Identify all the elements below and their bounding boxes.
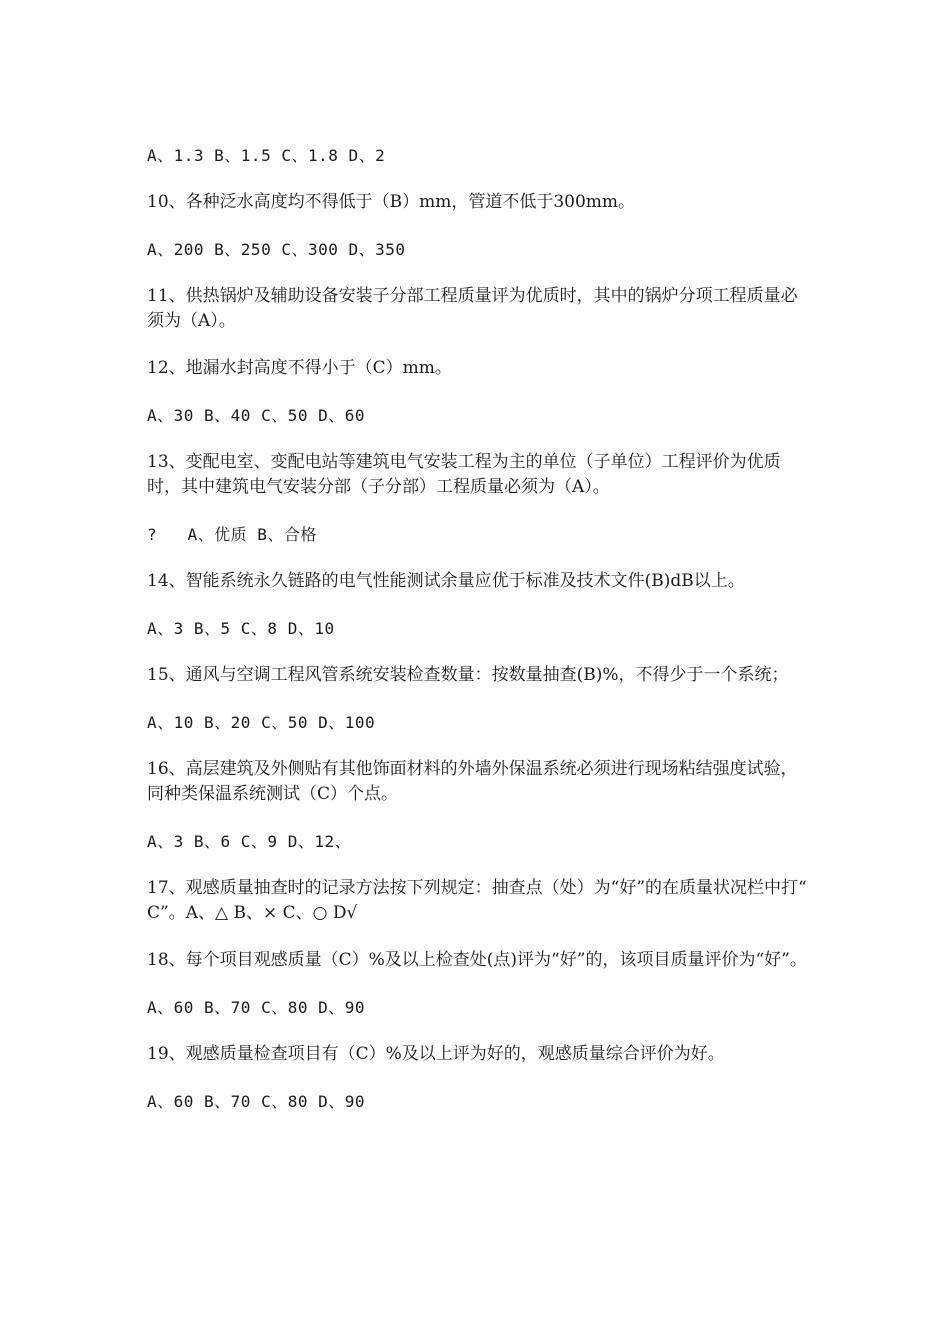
- question-13: 13、变配电室、变配电站等建筑电气安装工程为主的单位（子单位）工程评价为优质时，其中建筑电气安装分部（子分部）工程质量必须为（A）。: [147, 452, 781, 497]
- question-16: 16、高层建筑及外侧贴有其他饰面材料的外墙外保温系统必须进行现场粘结强度试验，同种类保温系统测试（C）个点。: [147, 759, 798, 804]
- question-14: 14、智能系统永久链路的电气性能测试余量应优于标准及技术文件(B)dB以上。: [147, 571, 745, 591]
- question-12: 12、地漏水封高度不得小于（C）mm。: [147, 358, 452, 378]
- answer-options: A、3 B、6 C、9 D、12、: [147, 832, 352, 851]
- question-15: 15、通风与空调工程风管系统安装检查数量：按数量抽查(B)%，不得少于一个系统；: [147, 665, 789, 685]
- question-19: 19、观感质量检查项目有（C）%及以上评为好的，观感质量综合评价为好。: [147, 1044, 725, 1064]
- question-11: 11、供热锅炉及辅助设备安装子分部工程质量评为优质时，其中的锅炉分项工程质量必须为（A）。: [147, 286, 798, 331]
- answer-options: A、1.3 B、1.5 C、1.8 D、2: [147, 146, 386, 165]
- document-body: [147, 143, 812, 1136]
- question-18: 18、每个项目观感质量（C）%及以上检查处(点)评为“好”的，该项目质量评价为“好”。: [147, 950, 807, 970]
- answer-options: A、200 B、250 C、300 D、350: [147, 240, 406, 259]
- answer-options: A、30 B、40 C、50 D、60: [147, 406, 365, 425]
- answer-options: A、3 B、5 C、8 D、10: [147, 619, 335, 638]
- answer-options: A、60 B、70 C、80 D、90: [147, 1092, 365, 1111]
- question-17: 17、观感质量抽查时的记录方法按下列规定：抽查点（处）为“好”的在质量状况栏中打“ C”。A、△ B、× C、○ D√: [147, 878, 813, 923]
- question-10: 10、各种泛水高度均不得低于（B）mm，管道不低于300mm。: [147, 192, 636, 212]
- answer-options: ? A、优质 B、合格: [147, 525, 317, 544]
- answer-options: A、10 B、20 C、50 D、100: [147, 713, 376, 732]
- answer-options: A、60 B、70 C、80 D、90: [147, 998, 365, 1017]
